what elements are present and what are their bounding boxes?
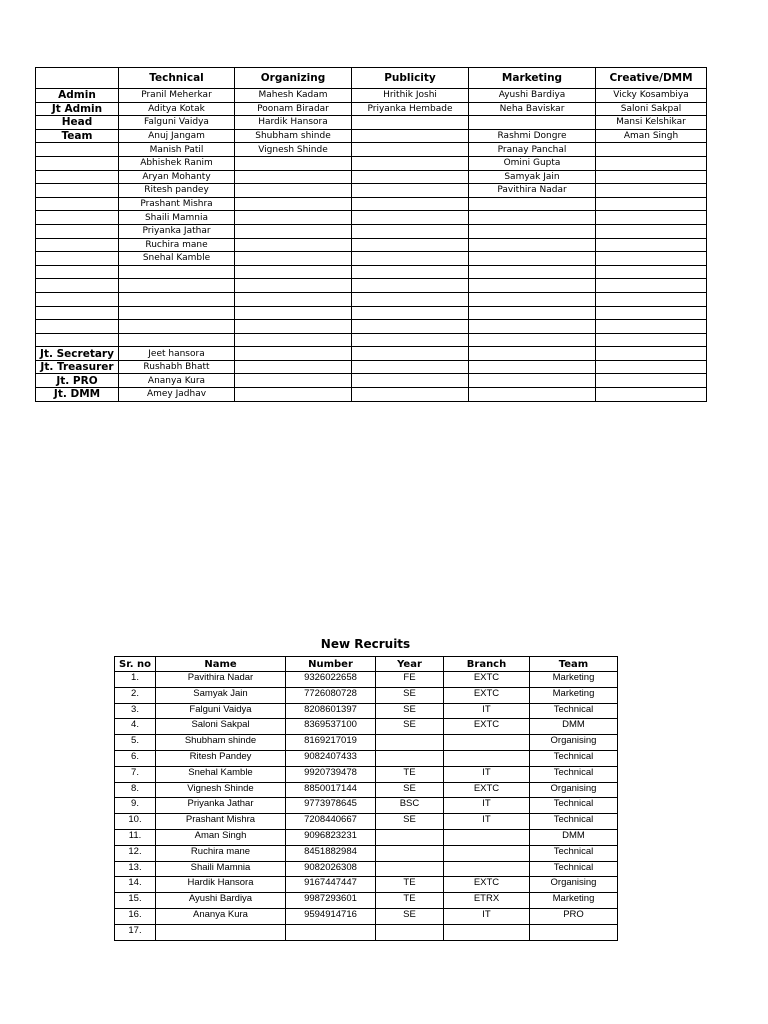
roster-cell — [235, 320, 352, 334]
roster-cell — [352, 224, 469, 238]
roster-row — [36, 143, 707, 157]
recruits-cell: Shubham shinde — [156, 735, 286, 751]
recruits-cell: TE — [376, 893, 444, 909]
recruits-cell: Aman Singh — [156, 829, 286, 845]
roster-row — [36, 211, 707, 225]
recruits-cell: 4. — [115, 719, 156, 735]
recruits-row — [115, 893, 618, 909]
roster-cell — [352, 265, 469, 279]
roster-cell: Rashmi Dongre — [469, 129, 596, 143]
roster-cell — [469, 211, 596, 225]
roster-role-label: Jt. Treasurer — [36, 360, 119, 374]
recruits-cell — [444, 924, 530, 940]
roster-cell: Pranay Panchal — [469, 143, 596, 157]
roster-role-label: Head — [36, 116, 119, 130]
roster-cell — [235, 265, 352, 279]
roster-cell — [596, 156, 707, 170]
recruits-cell: 12. — [115, 845, 156, 861]
recruits-cell: EXTC — [444, 687, 530, 703]
recruits-cell: 16. — [115, 908, 156, 924]
recruits-cell: Falguni Vaidya — [156, 703, 286, 719]
recruits-cell: 13. — [115, 861, 156, 877]
recruits-cell: TE — [376, 766, 444, 782]
roster-role-label — [36, 184, 119, 198]
recruits-cell: IT — [444, 703, 530, 719]
roster-cell — [235, 374, 352, 388]
recruits-row — [115, 766, 618, 782]
roster-role-label: Jt. PRO — [36, 374, 119, 388]
roster-cell: Rushabh Bhatt — [119, 360, 235, 374]
roster-cell — [469, 320, 596, 334]
recruits-cell: 15. — [115, 893, 156, 909]
roster-cell: Priyanka Jathar — [119, 224, 235, 238]
recruits-cell: Vignesh Shinde — [156, 782, 286, 798]
roster-cell — [352, 211, 469, 225]
roster-row — [36, 224, 707, 238]
recruits-cell: Priyanka Jathar — [156, 798, 286, 814]
roster-row — [36, 374, 707, 388]
roster-cell — [469, 306, 596, 320]
recruits-cell: Organising — [530, 782, 618, 798]
roster-cell — [352, 279, 469, 293]
roster-role-label — [36, 252, 119, 266]
roster-row — [36, 102, 707, 116]
recruits-row — [115, 798, 618, 814]
recruits-row — [115, 877, 618, 893]
roster-row — [36, 347, 707, 361]
roster-row — [36, 238, 707, 252]
recruits-header-cell: Team — [530, 657, 618, 672]
roster-cell — [235, 156, 352, 170]
recruits-cell: 8. — [115, 782, 156, 798]
recruits-cell: 9096823231 — [286, 829, 376, 845]
recruits-cell: 7726080728 — [286, 687, 376, 703]
recruits-cell: Organising — [530, 877, 618, 893]
roster-row — [36, 116, 707, 130]
roster-cell: Snehal Kamble — [119, 252, 235, 266]
roster-cell — [469, 116, 596, 130]
roster-cell: Prashant Mishra — [119, 197, 235, 211]
roster-cell: Omini Gupta — [469, 156, 596, 170]
recruits-cell: 9920739478 — [286, 766, 376, 782]
roster-role-label: Jt. Secretary — [36, 347, 119, 361]
roster-cell — [352, 347, 469, 361]
recruits-cell: 2. — [115, 687, 156, 703]
roster-cell — [596, 279, 707, 293]
roster-cell — [352, 360, 469, 374]
roster-cell: Neha Baviskar — [469, 102, 596, 116]
roster-cell: Priyanka Hembade — [352, 102, 469, 116]
roster-row — [36, 265, 707, 279]
roster-cell — [119, 279, 235, 293]
roster-cell — [469, 374, 596, 388]
recruits-cell: 9167447447 — [286, 877, 376, 893]
roster-cell: Aman Singh — [596, 129, 707, 143]
recruits-header-cell: Year — [376, 657, 444, 672]
roster-cell: Amey Jadhav — [119, 388, 235, 402]
roster-cell — [469, 238, 596, 252]
recruits-header-cell: Number — [286, 657, 376, 672]
recruits-row — [115, 924, 618, 940]
roster-cell — [596, 360, 707, 374]
roster-cell: Shubham shinde — [235, 129, 352, 143]
roster-row — [36, 129, 707, 143]
recruits-cell: 9594914716 — [286, 908, 376, 924]
recruits-cell: FE — [376, 672, 444, 688]
roster-cell — [119, 292, 235, 306]
roster-header-cell: Technical — [119, 68, 235, 89]
recruits-cell: 8208601397 — [286, 703, 376, 719]
recruits-cell: IT — [444, 908, 530, 924]
roster-role-label: Team — [36, 129, 119, 143]
roster-cell — [352, 374, 469, 388]
roster-cell — [352, 320, 469, 334]
roster-role-label — [36, 143, 119, 157]
recruits-cell — [286, 924, 376, 940]
roster-role-label — [36, 170, 119, 184]
roster-cell — [235, 197, 352, 211]
roster-row — [36, 279, 707, 293]
recruits-cell: Hardik Hansora — [156, 877, 286, 893]
recruits-cell: SE — [376, 703, 444, 719]
roster-cell — [596, 224, 707, 238]
recruits-cell: 6. — [115, 750, 156, 766]
recruits-cell: DMM — [530, 829, 618, 845]
roster-role-label — [36, 211, 119, 225]
roster-header-cell: Marketing — [469, 68, 596, 89]
roster-row — [36, 156, 707, 170]
roster-cell — [352, 184, 469, 198]
roster-cell: Abhishek Ranim — [119, 156, 235, 170]
recruits-cell — [530, 924, 618, 940]
recruits-cell: Technical — [530, 750, 618, 766]
recruits-cell: Ananya Kura — [156, 908, 286, 924]
roster-cell — [235, 360, 352, 374]
recruits-cell — [376, 829, 444, 845]
recruits-cell: Marketing — [530, 893, 618, 909]
roster-cell — [596, 143, 707, 157]
roster-row — [36, 333, 707, 347]
recruits-cell — [376, 735, 444, 751]
recruits-cell: SE — [376, 814, 444, 830]
roster-row — [36, 184, 707, 198]
committee-roster-table — [35, 67, 707, 402]
roster-cell — [596, 238, 707, 252]
roster-cell — [596, 197, 707, 211]
roster-cell — [352, 252, 469, 266]
recruits-cell: SE — [376, 687, 444, 703]
roster-cell — [235, 252, 352, 266]
roster-row — [36, 252, 707, 266]
recruits-cell: Marketing — [530, 687, 618, 703]
recruits-cell: 9773978645 — [286, 798, 376, 814]
roster-row — [36, 306, 707, 320]
roster-cell — [469, 388, 596, 402]
roster-cell: Ritesh pandey — [119, 184, 235, 198]
roster-cell — [469, 224, 596, 238]
recruits-cell — [376, 845, 444, 861]
roster-cell — [352, 116, 469, 130]
roster-cell — [235, 306, 352, 320]
recruits-cell: Ayushi Bardiya — [156, 893, 286, 909]
recruits-cell — [444, 845, 530, 861]
recruits-cell: EXTC — [444, 782, 530, 798]
recruits-cell — [156, 924, 286, 940]
roster-role-label — [36, 224, 119, 238]
roster-cell — [596, 170, 707, 184]
recruits-cell: SE — [376, 908, 444, 924]
roster-row — [36, 170, 707, 184]
roster-cell: Saloni Sakpal — [596, 102, 707, 116]
roster-cell — [596, 347, 707, 361]
recruits-cell: 11. — [115, 829, 156, 845]
roster-cell: Poonam Biradar — [235, 102, 352, 116]
recruits-cell: 10. — [115, 814, 156, 830]
recruits-cell — [444, 829, 530, 845]
recruits-cell: EXTC — [444, 672, 530, 688]
roster-cell: Jeet hansora — [119, 347, 235, 361]
recruits-cell: IT — [444, 798, 530, 814]
recruits-cell: 17. — [115, 924, 156, 940]
roster-cell — [235, 170, 352, 184]
roster-header-cell: Creative/DMM — [596, 68, 707, 89]
roster-cell: Aditya Kotak — [119, 102, 235, 116]
recruits-cell: Prashant Mishra — [156, 814, 286, 830]
roster-cell — [235, 292, 352, 306]
recruits-cell: Snehal Kamble — [156, 766, 286, 782]
roster-row — [36, 292, 707, 306]
roster-cell: Aryan Mohanty — [119, 170, 235, 184]
recruits-cell: Technical — [530, 845, 618, 861]
roster-cell — [235, 224, 352, 238]
roster-cell — [352, 333, 469, 347]
roster-cell: Hardik Hansora — [235, 116, 352, 130]
recruits-cell: 8369537100 — [286, 719, 376, 735]
roster-cell — [352, 170, 469, 184]
recruits-cell: 9326022658 — [286, 672, 376, 688]
roster-cell — [469, 333, 596, 347]
roster-role-label — [36, 238, 119, 252]
roster-cell: Ayushi Bardiya — [469, 89, 596, 103]
roster-cell — [119, 306, 235, 320]
roster-cell — [119, 265, 235, 279]
roster-role-label — [36, 265, 119, 279]
recruits-row — [115, 750, 618, 766]
roster-cell — [469, 197, 596, 211]
recruits-cell: SE — [376, 719, 444, 735]
recruits-row — [115, 908, 618, 924]
recruits-cell: TE — [376, 877, 444, 893]
recruits-row — [115, 719, 618, 735]
roster-cell — [352, 197, 469, 211]
roster-cell: Anuj Jangam — [119, 129, 235, 143]
recruits-cell: Technical — [530, 814, 618, 830]
roster-cell — [235, 333, 352, 347]
recruits-cell: IT — [444, 766, 530, 782]
recruits-cell — [444, 735, 530, 751]
roster-cell — [235, 238, 352, 252]
roster-cell — [235, 347, 352, 361]
recruits-cell: ETRX — [444, 893, 530, 909]
roster-role-label — [36, 156, 119, 170]
recruits-cell: 3. — [115, 703, 156, 719]
roster-header-row — [36, 68, 707, 89]
recruits-row — [115, 845, 618, 861]
roster-header-cell: Publicity — [352, 68, 469, 89]
recruits-cell — [376, 750, 444, 766]
roster-cell — [235, 211, 352, 225]
recruits-cell: Saloni Sakpal — [156, 719, 286, 735]
recruits-cell: Pavithira Nadar — [156, 672, 286, 688]
roster-cell — [119, 320, 235, 334]
roster-cell: Vicky Kosambiya — [596, 89, 707, 103]
roster-cell: Mahesh Kadam — [235, 89, 352, 103]
roster-cell: Mansi Kelshikar — [596, 116, 707, 130]
recruits-cell: Organising — [530, 735, 618, 751]
roster-cell — [469, 360, 596, 374]
roster-cell — [469, 265, 596, 279]
recruits-cell: Technical — [530, 798, 618, 814]
recruits-cell: 9. — [115, 798, 156, 814]
roster-header-cell: Organizing — [235, 68, 352, 89]
recruits-cell — [376, 861, 444, 877]
roster-cell — [596, 388, 707, 402]
roster-cell — [596, 252, 707, 266]
roster-cell — [119, 333, 235, 347]
recruits-row — [115, 814, 618, 830]
roster-cell — [352, 306, 469, 320]
recruits-cell: 8451882984 — [286, 845, 376, 861]
roster-cell — [596, 320, 707, 334]
recruits-row — [115, 829, 618, 845]
roster-role-label — [36, 333, 119, 347]
recruits-cell: 9987293601 — [286, 893, 376, 909]
roster-role-label — [36, 197, 119, 211]
recruits-row — [115, 672, 618, 688]
new-recruits-table — [114, 656, 618, 941]
roster-cell — [596, 211, 707, 225]
roster-cell — [352, 129, 469, 143]
roster-cell — [469, 292, 596, 306]
recruits-cell — [444, 861, 530, 877]
recruits-cell: Technical — [530, 861, 618, 877]
recruits-cell: 7. — [115, 766, 156, 782]
recruits-row — [115, 782, 618, 798]
roster-cell: Ruchira mane — [119, 238, 235, 252]
recruits-header-cell: Name — [156, 657, 286, 672]
roster-cell: Falguni Vaidya — [119, 116, 235, 130]
recruits-cell: 7208440667 — [286, 814, 376, 830]
roster-cell — [596, 374, 707, 388]
roster-role-label — [36, 320, 119, 334]
roster-cell — [235, 279, 352, 293]
roster-cell: Pavithira Nadar — [469, 184, 596, 198]
roster-cell: Hrithik Joshi — [352, 89, 469, 103]
roster-cell — [235, 184, 352, 198]
roster-cell — [469, 347, 596, 361]
roster-role-label: Admin — [36, 89, 119, 103]
recruits-title: New Recruits — [320, 637, 411, 651]
recruits-cell: Marketing — [530, 672, 618, 688]
recruits-cell: DMM — [530, 719, 618, 735]
recruits-header-row — [115, 657, 618, 672]
recruits-cell: EXTC — [444, 877, 530, 893]
recruits-cell: 8169217019 — [286, 735, 376, 751]
recruits-cell: Ritesh Pandey — [156, 750, 286, 766]
roster-cell: Vignesh Shinde — [235, 143, 352, 157]
roster-cell — [352, 388, 469, 402]
roster-cell: Samyak Jain — [469, 170, 596, 184]
roster-cell: Manish Patil — [119, 143, 235, 157]
roster-cell — [235, 388, 352, 402]
roster-cell — [596, 306, 707, 320]
recruits-cell — [376, 924, 444, 940]
roster-role-label — [36, 306, 119, 320]
roster-cell: Shaili Mamnia — [119, 211, 235, 225]
roster-cell: Ananya Kura — [119, 374, 235, 388]
recruits-header-cell: Sr. no — [115, 657, 156, 672]
roster-role-label — [36, 279, 119, 293]
roster-role-label: Jt. DMM — [36, 388, 119, 402]
roster-row — [36, 320, 707, 334]
recruits-cell: Technical — [530, 766, 618, 782]
recruits-cell: Shaili Mamnia — [156, 861, 286, 877]
roster-row — [36, 89, 707, 103]
recruits-row — [115, 687, 618, 703]
recruits-cell: 9082407433 — [286, 750, 376, 766]
recruits-cell: 9082026308 — [286, 861, 376, 877]
recruits-cell: BSC — [376, 798, 444, 814]
roster-role-label — [36, 292, 119, 306]
recruits-cell: 5. — [115, 735, 156, 751]
roster-header-cell — [36, 68, 119, 89]
recruits-cell: IT — [444, 814, 530, 830]
roster-cell — [352, 292, 469, 306]
roster-role-label: Jt Admin — [36, 102, 119, 116]
roster-cell — [596, 333, 707, 347]
roster-cell — [352, 156, 469, 170]
recruits-header-cell: Branch — [444, 657, 530, 672]
recruits-cell — [444, 750, 530, 766]
roster-cell — [469, 252, 596, 266]
recruits-cell: SE — [376, 782, 444, 798]
roster-cell — [596, 184, 707, 198]
recruits-row — [115, 861, 618, 877]
roster-row — [36, 360, 707, 374]
roster-cell — [469, 279, 596, 293]
recruits-cell: Ruchira mane — [156, 845, 286, 861]
recruits-cell: 1. — [115, 672, 156, 688]
roster-cell — [352, 238, 469, 252]
recruits-row — [115, 703, 618, 719]
roster-cell — [352, 143, 469, 157]
recruits-row — [115, 735, 618, 751]
recruits-cell: 14. — [115, 877, 156, 893]
roster-row — [36, 197, 707, 211]
roster-cell: Pranil Meherkar — [119, 89, 235, 103]
recruits-cell: Samyak Jain — [156, 687, 286, 703]
roster-row — [36, 388, 707, 402]
recruits-cell: Technical — [530, 703, 618, 719]
roster-cell — [596, 265, 707, 279]
recruits-cell: EXTC — [444, 719, 530, 735]
recruits-cell: PRO — [530, 908, 618, 924]
recruits-cell: 8850017144 — [286, 782, 376, 798]
roster-cell — [596, 292, 707, 306]
